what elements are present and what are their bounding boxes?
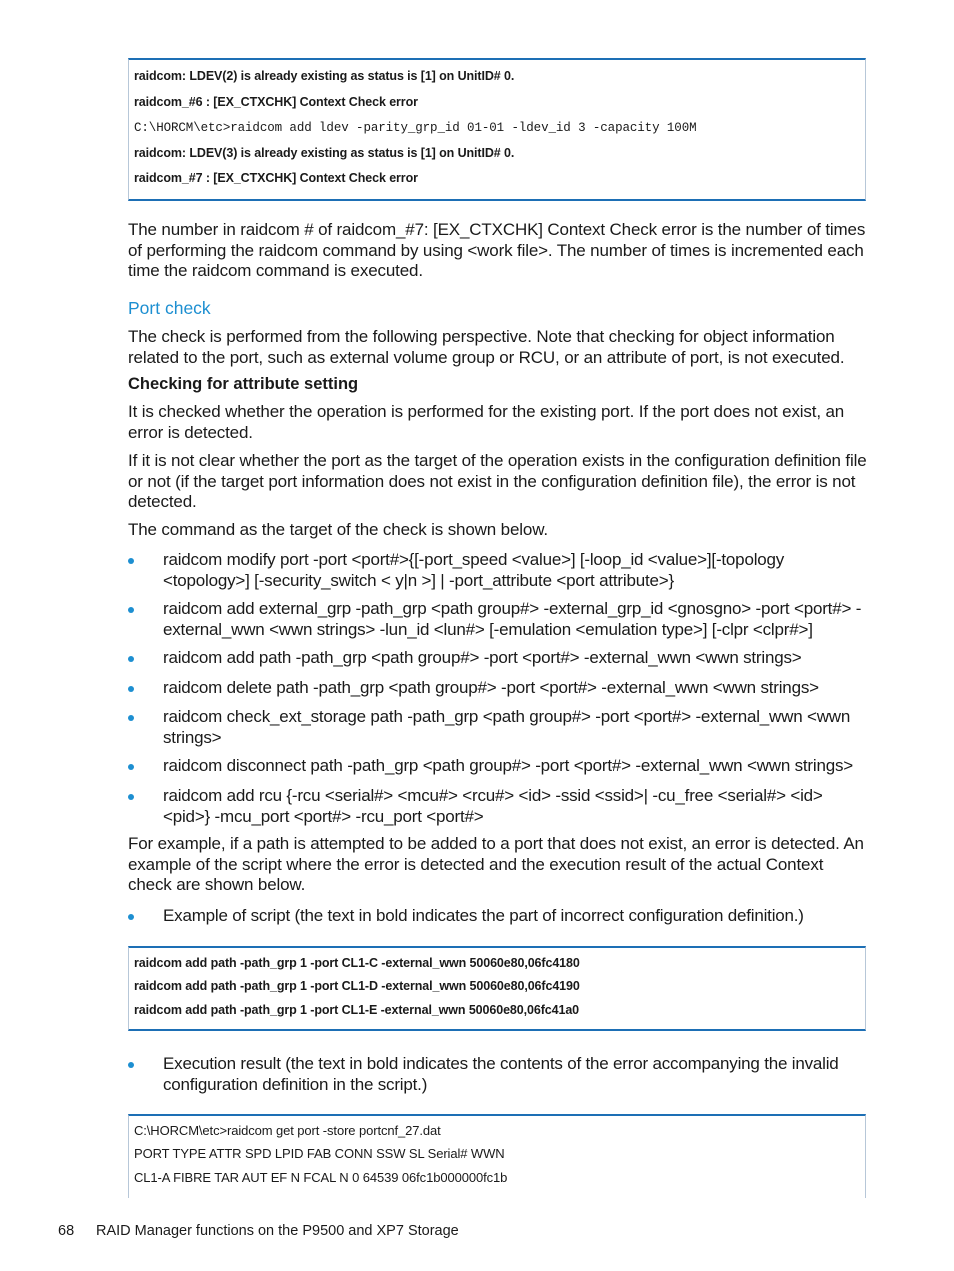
- list-item-text: raidcom modify port -port <port#>{[-port_speed <value>] [-loop_id <value>][-topology <topology>] [-security_switch < y|n >] | -port_attribute <port attribute>}: [163, 550, 785, 590]
- paragraph-ctxchk: The number in raidcom # of raidcom_#7: [EX_CTXCHK] Context Check error is the number of times of performing the raidcom command by using <work file>. The number of times is incremented each time the raidcom command is executed.: [128, 220, 866, 281]
- list-item-text: Example of script (the text in bold indicates the part of incorrect configuration definition.): [163, 906, 804, 925]
- code-line: CL1-A FIBRE TAR AUT EF N FCAL N 0 64539 06fc1b000000fc1b: [134, 1170, 508, 1185]
- paragraph-existing-port: It is checked whether the operation is performed for the existing port. If the port does not exist, an error is detected.: [128, 402, 845, 442]
- code-line: raidcom add path -path_grp 1 -port CL1-E -external_wwn 50060e80,06fc41a0: [134, 1003, 580, 1017]
- subheading-attribute-setting: Checking for attribute setting: [128, 375, 359, 393]
- code-line: raidcom: LDEV(2) is already existing as status is [1] on UnitID# 0.: [134, 69, 515, 83]
- list-item-text: raidcom check_ext_storage path -path_grp <path group#> -port <port#> -external_wwn <wwn strings>: [163, 707, 851, 747]
- bullet-icon: [128, 794, 134, 800]
- code-line: C:\HORCM\etc>raidcom add ldev -parity_grp_id 01-01 -ldev_id 3 -capacity 100M: [134, 121, 697, 135]
- list-item-text: raidcom add path -path_grp <path group#> -port <port#> -external_wwn <wwn strings>: [163, 648, 802, 667]
- list-item-text: Execution result (the text in bold indicates the contents of the error accompanying the invalid configuration definition in the script.): [163, 1054, 839, 1094]
- code-line: raidcom_#7 : [EX_CTXCHK] Context Check error: [134, 171, 418, 185]
- list-item-text: raidcom add rcu {-rcu <serial#> <mcu#> <rcu#> <id> -ssid <ssid>| -cu_free <serial#> <id> <pid>} -mcu_port <port#> -rcu_port <port#>: [163, 786, 823, 826]
- bullet-icon: [128, 1062, 134, 1068]
- paragraph-not-clear: If it is not clear whether the port as the target of the operation exists in the configuration definition file or not (if the target port information does not exist in the configuration definition file), the error is not detected.: [128, 451, 867, 512]
- code-line: C:\HORCM\etc>raidcom get port -store portcnf_27.dat: [134, 1123, 441, 1138]
- paragraph-command-target: The command as the target of the check is shown below.: [128, 520, 548, 539]
- list-item-text: raidcom disconnect path -path_grp <path group#> -port <port#> -external_wwn <wwn strings>: [163, 756, 853, 775]
- bullet-icon: [128, 686, 134, 692]
- list-item-text: raidcom add external_grp -path_grp <path group#> -external_grp_id <gnosgno> -port <port#> -external_wwn <wwn strings> -lun_id <lun#> [-emulation <emulation type>] [-clpr <clpr#>]: [163, 599, 862, 639]
- code-line: raidcom: LDEV(3) is already existing as status is [1] on UnitID# 0.: [134, 146, 515, 160]
- paragraph-perspective: The check is performed from the following perspective. Note that checking for object information related to the port, such as external volume group or RCU, or an attribute of port, is not executed.: [128, 327, 845, 367]
- bullet-icon: [128, 914, 134, 920]
- footer-title: RAID Manager functions on the P9500 and XP7 Storage: [96, 1223, 459, 1239]
- section-heading-port-check: Port check: [128, 298, 211, 318]
- code-line: raidcom_#6 : [EX_CTXCHK] Context Check error: [134, 95, 418, 109]
- paragraph-example: For example, if a path is attempted to be added to a port that does not exist, an error is detected. An example of the script where the error is detected and the execution result of the actual Context check are shown below.: [128, 834, 864, 895]
- code-line: raidcom add path -path_grp 1 -port CL1-C -external_wwn 50060e80,06fc4180: [134, 956, 580, 970]
- code-box-script: [128, 946, 866, 1031]
- code-line: PORT TYPE ATTR SPD LPID FAB CONN SSW SL Serial# WWN: [134, 1146, 505, 1161]
- code-box-context-check: [128, 58, 866, 201]
- bullet-icon: [128, 607, 134, 613]
- bullet-icon: [128, 715, 134, 721]
- bullet-icon: [128, 558, 134, 564]
- code-line: raidcom add path -path_grp 1 -port CL1-D -external_wwn 50060e80,06fc4190: [134, 979, 580, 993]
- bullet-icon: [128, 764, 134, 770]
- bullet-icon: [128, 656, 134, 662]
- code-box-result: [128, 1114, 866, 1198]
- page-number: 68: [58, 1223, 75, 1239]
- list-item-text: raidcom delete path -path_grp <path group#> -port <port#> -external_wwn <wwn strings>: [163, 678, 819, 697]
